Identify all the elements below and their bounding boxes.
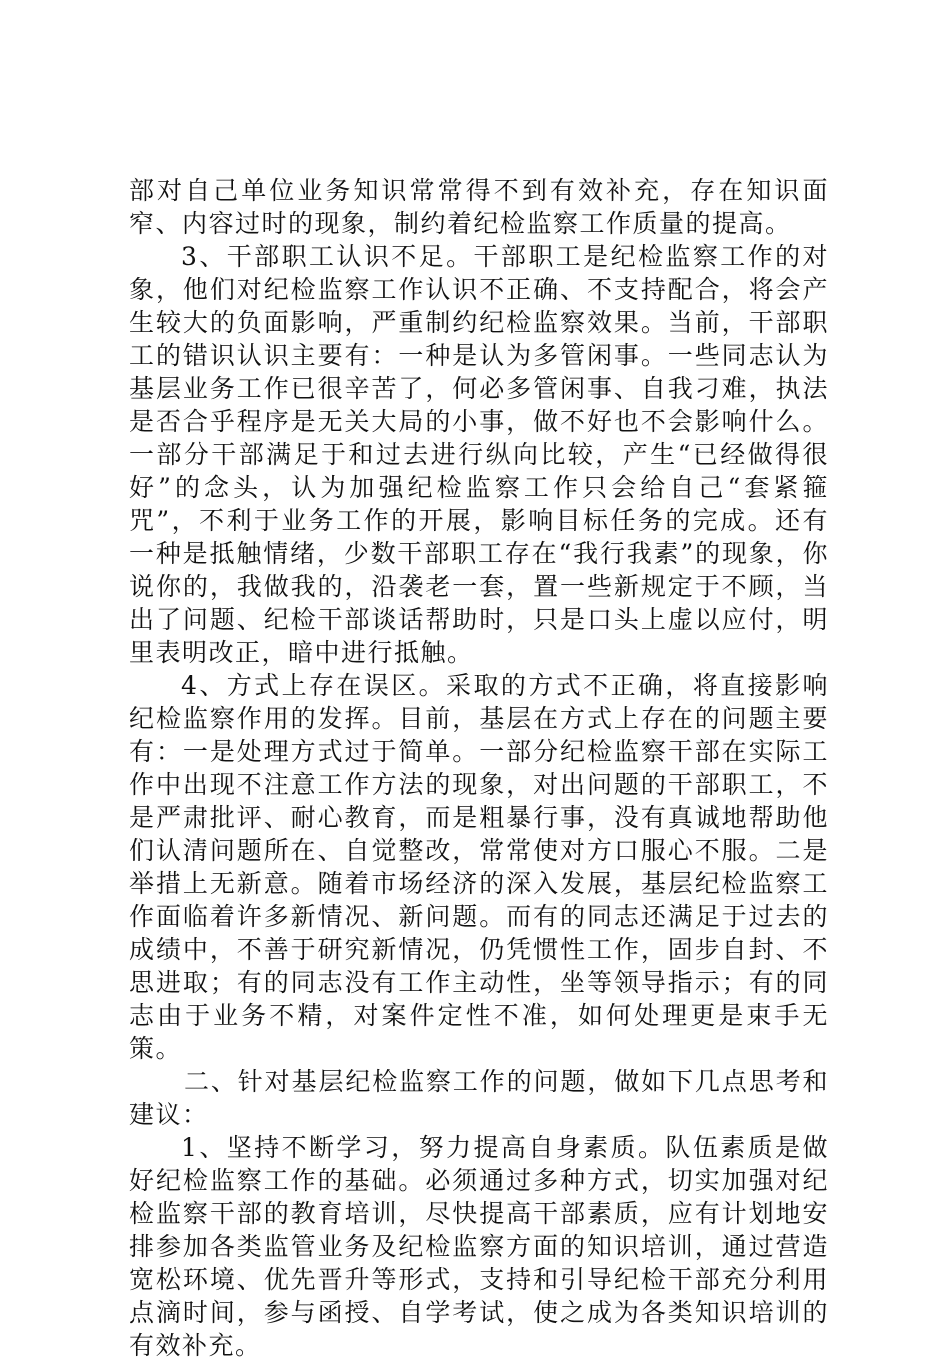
paragraph-item-3-cadre-awareness: 3、干部职工认识不足。干部职工是纪检监察工作的对象，他们对纪检监察工作认识不正确、不支持配合，将会产生较大的负面影响，严重制约纪检监察效果。当前，干部职工的错识认识主要有：一种是认为多管闲事。一些同志认为基层业务工作已很辛苦了，何必多管闲事、自我刁难，执法是否合乎程序是无关大局的小事，做不好也不会影响什么。一部分干部满足于和过去进行纵向比较，产生“已经做得很好”的念头，认为加强纪检监察工作只会给自己“套紧箍咒”，不利于业务工作的开展，影响目标任务的完成。还有一种是抵触情绪，少数干部职工存在“我行我素”的现象，你说你的，我做我的，沿袭老一套，置一些新规定于不顾，当出了问题、纪检干部谈话帮助时，只是口头上虚以应付，明里表明改正，暗中进行抵触。 [129,242,829,667]
paragraph-item-4-method-misconceptions: 4、方式上存在误区。采取的方式不正确，将直接影响纪检监察作用的发挥。目前，基层在方式上存在的问题主要有：一是处理方式过于简单。一部分纪检监察干部在实际工作中出现不注意工作方法的现象，对出问题的干部职工，不是严肃批评、耐心教育，而是粗暴行事，没有真诚地帮助他们认清问题所在、自觉整改，常常使对方口服心不服。二是举措上无新意。随着市场经济的深入发展，基层纪检监察工作面临着许多新情况、新问题。而有的同志还满足于过去的成绩中，不善于研究新情况，仍凭惯性工作，固步自封、不思进取；有的同志没有工作主动性，坐等领导指示；有的同志由于业务不精，对案件定性不准，如何处理更是束手无策。 [129,671,829,1063]
document-body [129,174,829,1362]
paragraph-continuation: 部对自己单位业务知识常常得不到有效补充，存在知识面窄、内容过时的现象，制约着纪检监察工作质量的提高。 [129,176,829,238]
paragraph-item-1-continuous-learning: 1、坚持不断学习，努力提高自身素质。队伍素质是做好纪检监察工作的基础。必须通过多种方式，切实加强对纪检监察干部的教育培训，尽快提高干部素质，应有计划地安排参加各类监管业务及纪检监察方面的知识培训，通过营造宽松环境、优先晋升等形式，支持和引导纪检干部充分利用点滴时间，参与函授、自学考试，使之成为各类知识培训的有效补充。 [129,1133,829,1360]
section-heading-two: 二、针对基层纪检监察工作的问题，做如下几点思考和建议： [129,1067,829,1129]
